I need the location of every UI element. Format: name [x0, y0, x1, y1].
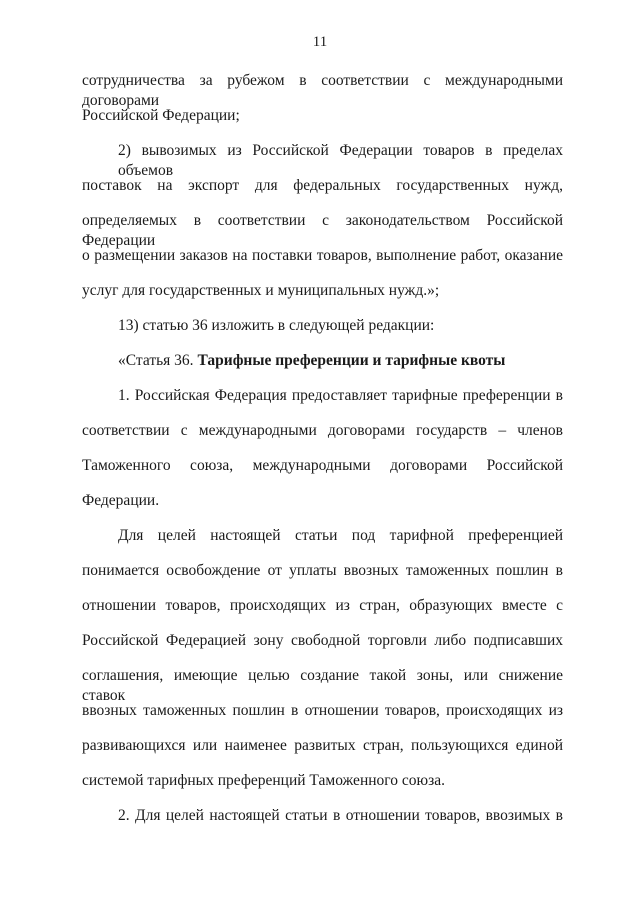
- text-line: Таможенного союза, международными договорами Российской: [82, 457, 563, 474]
- text-line: 13) статью 36 изложить в следующей редакции:: [118, 317, 435, 334]
- text-line: поставок на экспорт для федеральных государственных нужд,: [82, 177, 563, 194]
- text-line: Федерации.: [82, 492, 160, 509]
- text-line: соответствии с международными договорами государств – членов: [82, 422, 563, 439]
- text-line: отношении товаров, происходящих из стран, образующих вместе с: [82, 597, 563, 614]
- text-line: 2) вывозимых из Российской Федерации товаров в пределах объемов: [118, 142, 563, 179]
- text-line: Для целей настоящей статьи под тарифной преференцией: [118, 527, 563, 544]
- text-line: Российской Федерации;: [82, 107, 240, 124]
- article-heading: [118, 351, 563, 371]
- text-line: о размещении заказов на поставки товаров, выполнение работ, оказание: [82, 247, 563, 264]
- article-heading-title: Тарифные преференции и тарифные квоты: [197, 352, 506, 369]
- text-line: понимается освобождение от уплаты ввозных таможенных пошлин в: [82, 562, 563, 579]
- text-line: системой тарифных преференций Таможенного союза.: [82, 772, 445, 789]
- text-line: сотрудничества за рубежом в соответствии с международными договорами: [82, 72, 563, 109]
- text-line: 1. Российская Федерация предоставляет тарифные преференции в: [118, 387, 563, 404]
- text-line: услуг для государственных и муниципальных нужд.»;: [82, 282, 440, 299]
- text-line: развивающихся или наименее развитых стран, пользующихся единой: [82, 737, 563, 754]
- page-number: 11: [312, 34, 328, 50]
- text-line: 2. Для целей настоящей статьи в отношении товаров, ввозимых в: [118, 807, 563, 824]
- text-line: определяемых в соответствии с законодательством Российской Федерации: [82, 212, 563, 249]
- article-heading-prefix: «Статья 36.: [118, 352, 194, 369]
- text-line: соглашения, имеющие целью создание такой зоны, или снижение ставок: [82, 667, 563, 704]
- text-line: ввозных таможенных пошлин в отношении товаров, происходящих из: [82, 702, 563, 719]
- text-line: Российской Федерацией зону свободной торговли либо подписавших: [82, 632, 563, 649]
